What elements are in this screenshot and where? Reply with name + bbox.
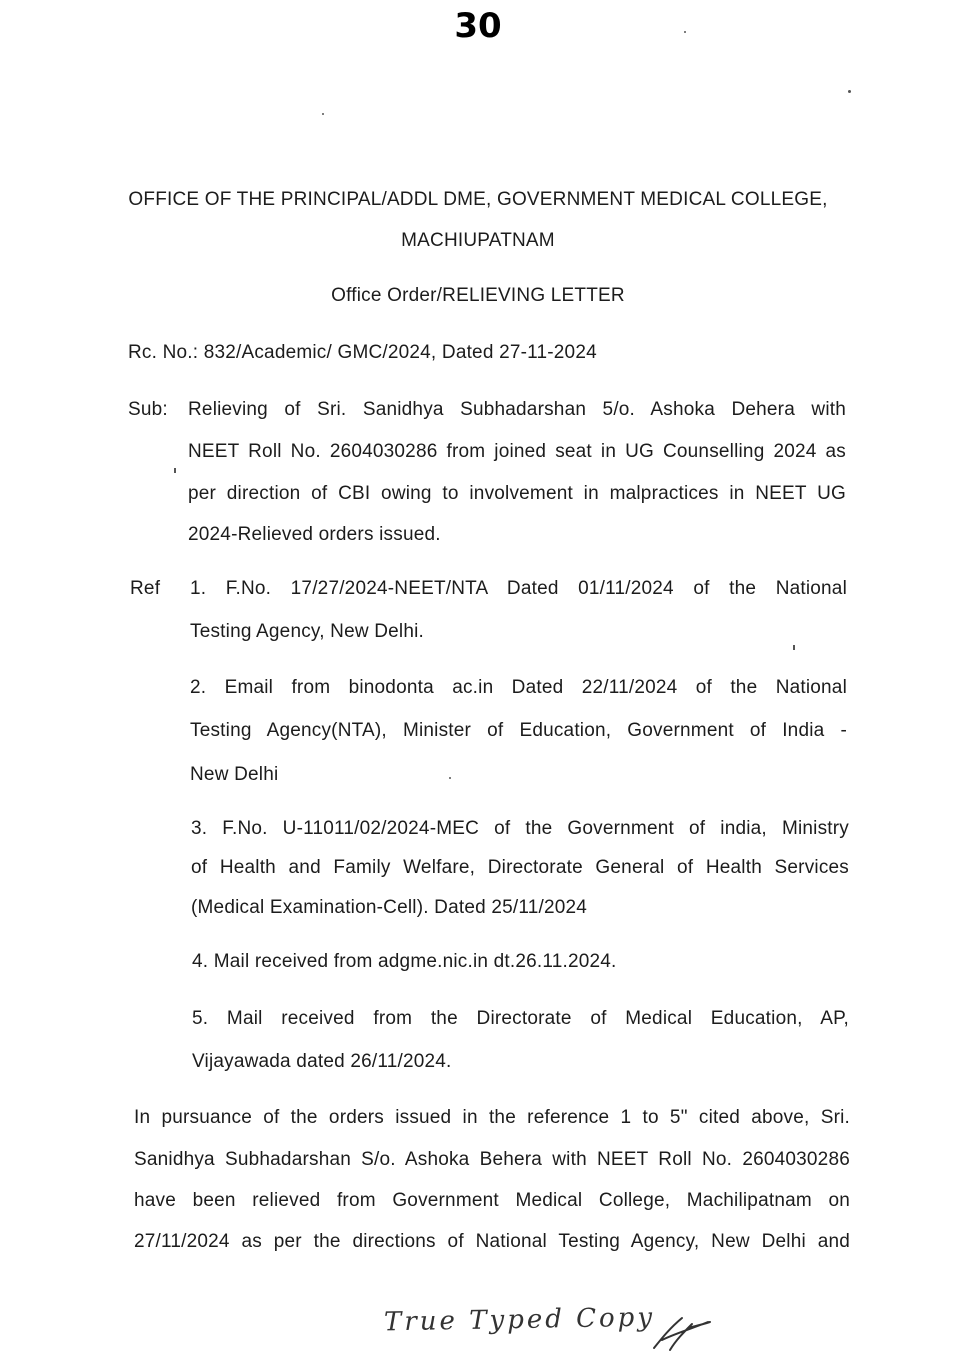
reference-item-2-line: Testing Agency(NTA), Minister of Education, Government of India - <box>190 720 847 741</box>
office-header-line1: OFFICE OF THE PRINCIPAL/ADDL DME, GOVERNMENT MEDICAL COLLEGE, <box>128 189 828 210</box>
reference-label: Ref <box>130 578 161 599</box>
scan-speck <box>174 468 176 473</box>
body-paragraph-line: In pursuance of the orders issued in the reference 1 to 5" cited above, Sri. <box>134 1107 850 1128</box>
scan-speck <box>684 31 686 33</box>
scan-speck <box>793 645 795 650</box>
reference-item-5-line: 5. Mail received from the Directorate of Medical Education, AP, <box>192 1008 849 1029</box>
reference-item-1-line: 1. F.No. 17/27/2024-NEET/NTA Dated 01/11/2024 of the National <box>190 578 847 599</box>
handwritten-annotation: True Typed Copy <box>383 1302 656 1338</box>
reference-item-3-line: 3. F.No. U-11011/02/2024-MEC of the Government of india, Ministry <box>191 818 849 839</box>
subject-line: Relieving of Sri. Sanidhya Subhadarshan 5/o. Ashoka Dehera with <box>188 399 846 420</box>
reference-item-5-line: Vijayawada dated 26/11/2024. <box>192 1051 452 1072</box>
reference-item-2-line: 2. Email from binodonta ac.in Dated 22/11/2024 of the National <box>190 677 847 698</box>
reference-item-3-line: (Medical Examination-Cell). Dated 25/11/2024 <box>191 897 588 918</box>
subject-line: per direction of CBI owing to involvement in malpractices in NEET UG <box>188 483 846 504</box>
order-title: Office Order/RELIEVING LETTER <box>331 285 625 306</box>
office-header-line2: MACHIUPATNAM <box>401 230 555 251</box>
reference-item-1-line: Testing Agency, New Delhi. <box>190 621 425 642</box>
page-number: 30 <box>454 6 502 46</box>
body-paragraph-line: Sanidhya Subhadarshan S/o. Ashoka Behera with NEET Roll No. 2604030286 <box>134 1149 850 1170</box>
subject-line: 2024-Relieved orders issued. <box>188 524 441 545</box>
signature-mark <box>648 1310 718 1352</box>
reference-item-2-line: New Delhi <box>190 764 279 785</box>
body-paragraph-line: have been relieved from Government Medical College, Machilipatnam on <box>134 1190 850 1211</box>
body-paragraph-line: 27/11/2024 as per the directions of National Testing Agency, New Delhi and <box>134 1231 850 1252</box>
reference-item-4-line: 4. Mail received from adgme.nic.in dt.26.11.2024. <box>192 951 617 972</box>
subject-line: NEET Roll No. 2604030286 from joined seat in UG Counselling 2024 as <box>188 441 846 462</box>
scan-speck <box>449 777 451 779</box>
reference-item-3-line: of Health and Family Welfare, Directorate General of Health Services <box>191 857 849 878</box>
reference-number: Rc. No.: 832/Academic/ GMC/2024, Dated 27-11-2024 <box>128 342 597 363</box>
scan-speck <box>848 90 851 93</box>
subject-label: Sub: <box>128 399 168 420</box>
scan-speck <box>322 113 324 115</box>
